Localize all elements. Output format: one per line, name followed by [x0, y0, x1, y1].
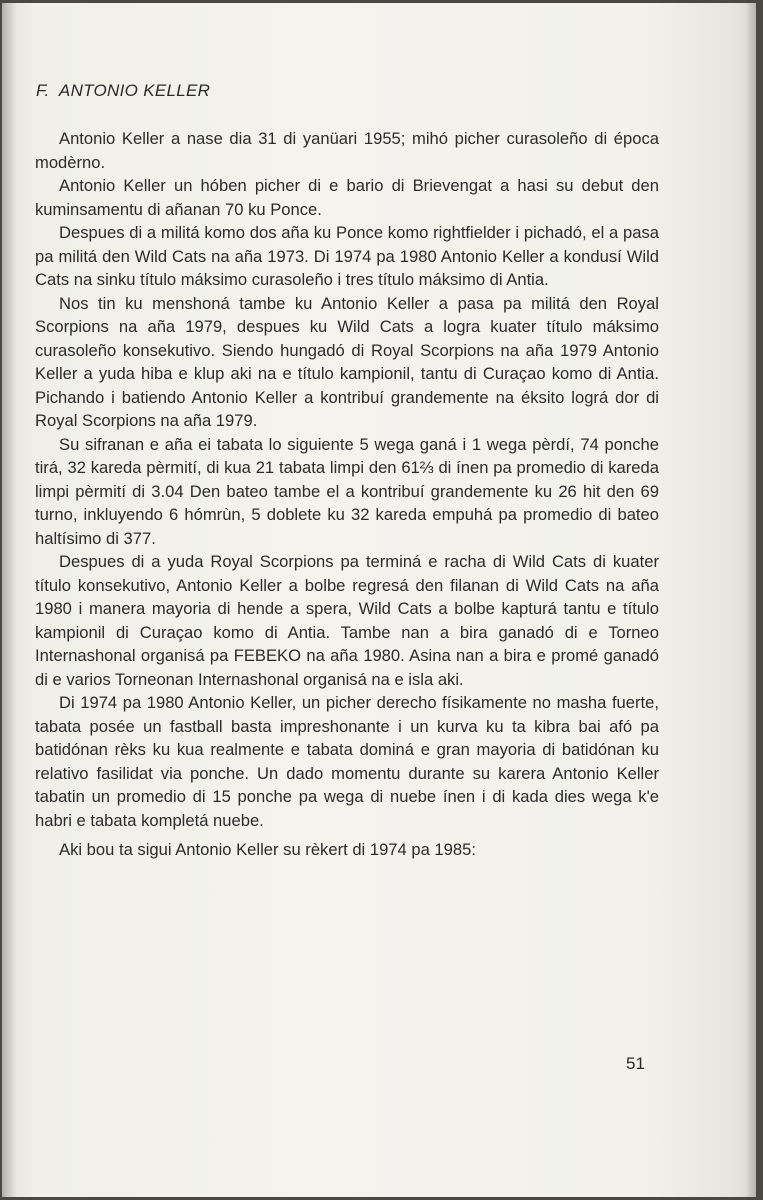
paragraph-2: Antonio Keller un hóben picher di e bario di Brievengat a hasi su debut den kuminsamentu di añanan 70 ku Ponce. [35, 176, 659, 219]
paragraph-3: Despues di a militá komo dos aña ku Ponce komo rightfielder i pichadó, el a pasa pa militá den Wild Cats na aña 1973. Di 1974 pa 1980 Antonio Keller a kondusí Wild Cats na sinku título máksimo curasoleño i tres título máksimo di Antia. [35, 223, 659, 289]
paragraph-1: Antonio Keller a nase dia 31 di yanüari 1955; mihó picher curasoleño di época modèrno. [35, 129, 659, 172]
paragraph-5: Su sifranan e aña ei tabata lo siguiente 5 wega ganá i 1 wega pèrdí, 74 ponche tirá, 32 kareda pèrmití, di kua 21 tabata limpi den 61⅔ di ínen pa promedio di kareda limpi pèrmití di 3.04 Den bateo tambe el a kontribuí grandemente ku 26 hit den 69 turno, inkluyendo 6 hómrùn, 5 doblete ku 32 kareda empuhá pa promedio di bateo haltísimo di 377. [35, 434, 659, 548]
paragraph-8: Aki bou ta sigui Antonio Keller su rèkert di 1974 pa 1985: [59, 840, 476, 859]
page-number: 51 [626, 1054, 645, 1073]
page-edge [746, 3, 756, 1197]
paragraph-6: Despues di a yuda Royal Scorpions pa terminá e racha di Wild Cats di kuater título konsekutivo, Antonio Keller a bolbe regresá den filanan di Wild Cats na aña 1980 i manera mayoria di hende a spera, Wild Cats a bolbe kapturá tantu e título kampionil di Curaçao komo di Antia. Tambe nan a bira ganadó di e Torneo Internashonal organisá pa FEBEKO na aña 1980. Asina nan a bira e promé ganadó di e varios Torneonan Internashonal organisá na e isla aki. [35, 552, 659, 689]
paragraph-4: Nos tin ku menshoná tambe ku Antonio Keller a pasa pa militá den Royal Scorpions na aña 1979, despues ku Wild Cats a logra kuater título máksimo curasoleño konsekutivo. Siendo hungadó di Royal Scorpions na aña 1979 Antonio Keller a yuda hiba e klup aki na e título kampionil, tantu di Curaçao komo di Antia. Pichando i batiendo Antonio Keller a kontribuí grandemente na éksito lográ dor di Royal Scorpions na aña 1979. [35, 293, 659, 430]
body-text [35, 127, 659, 862]
paragraph-7: Di 1974 pa 1980 Antonio Keller, un picher derecho físikamente no masha fuerte, tabata posée un fastball basta impreshonante i un kurva ku ta kibra bai afó pa batidónan rèks ku kua realmente e tabata dominá e gran mayoria di batidónan ku relativo fasilidat via ponche. Un dado momentu durante su karera Antonio Keller tabatin un promedio di 15 ponche pa wega di nuebe ínen i di kada dies wega k'e habri e tabata kompletá nuebe. [35, 693, 659, 830]
spine-shadow [2, 3, 16, 1197]
book-page [2, 3, 756, 1197]
section-heading: F. ANTONIO KELLER [36, 81, 211, 100]
